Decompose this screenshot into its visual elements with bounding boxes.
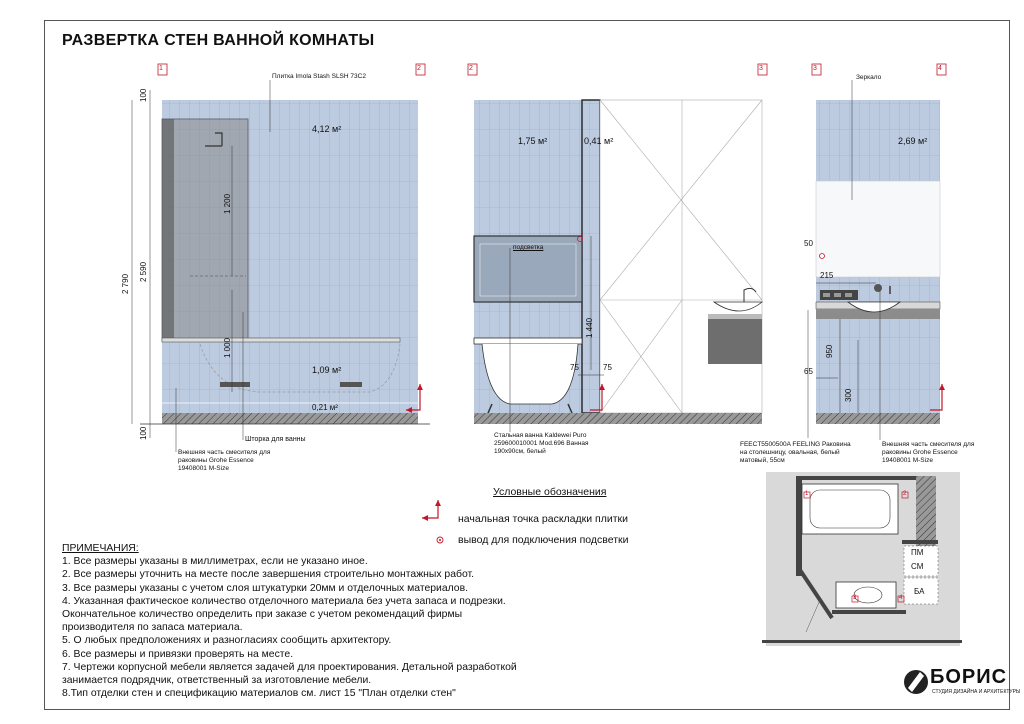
e1-callout-mixer-line-3: 19408001 M-Size: [178, 465, 229, 473]
e1-callout-mixer-line-2: раковины Grohe Essence: [178, 457, 254, 465]
e2-callout-bath-line-2: 259600010001 Mod.696 Ванная: [494, 440, 589, 448]
logo-name: БОРИС: [930, 666, 1008, 688]
e1-axis-left: 1: [159, 65, 163, 72]
e1-dim-top: 100: [139, 88, 148, 102]
plan-axis-1: 1: [805, 491, 809, 497]
plan-axis-4: 4: [899, 595, 903, 601]
e1-area-floor: 0,21 м²: [312, 403, 338, 412]
legend-item-tile-start: начальная точка раскладки плитки: [458, 513, 628, 525]
e3-floor: [816, 413, 940, 424]
e2-floor: [474, 413, 762, 424]
note-line: 3. Все размеры указаны с учетом слоя штукатурки 20мм и отделочных материалов.: [62, 582, 468, 594]
logo-mark-icon: [904, 670, 928, 694]
e3-callout-sink: [740, 441, 851, 465]
e2-vanity-cabinet: [708, 318, 762, 364]
e1-area-main: 4,12 м²: [312, 124, 342, 134]
note-line: производителя по запаса материала.: [62, 622, 243, 634]
e2-callout-bath-line-1: Стальная ванна Kaldewei Puro: [494, 432, 587, 439]
e3-callout-mixer-line-2: раковины Grohe Essence: [882, 449, 958, 457]
note-line: 1. Все размеры указаны в миллиметрах, если не указано иное.: [62, 556, 368, 568]
e2-label-light: подсветка: [513, 244, 544, 251]
e3-dim-215: 215: [820, 271, 834, 280]
floor-plan: [762, 472, 962, 646]
e1-dim-bottom: 100: [139, 426, 148, 440]
note-line: занимается подрядчик, ответственный за изготовление мебели.: [62, 675, 372, 687]
e3-axis-right: 4: [938, 65, 942, 72]
e3-dim-950: 950: [825, 344, 834, 358]
e3-callout-sink-line-2: на столешницу, овальная, белый: [740, 449, 840, 457]
plan-vanity: [836, 582, 896, 608]
e2-dim-right: 75: [603, 363, 612, 372]
note-line: 4. Указанная фактическое количество отделочного материала без учета запаса и подрезки.: [62, 595, 506, 607]
e3-callout-sink-line-1: FEECT5500500A FEELING Раковина: [740, 441, 851, 448]
note-line: 8.Тип отделки стен и спецификацию материалов см. лист 15 "План отделки стен": [62, 688, 456, 700]
e2-dim-height: 1 440: [585, 317, 594, 338]
e3-callout-mixer: [882, 441, 974, 465]
elevation-1: [132, 64, 430, 452]
e1-floor: [162, 413, 418, 424]
elevation-3: [808, 64, 946, 440]
e3-callout-mixer-line-3: 19408001 M-Size: [882, 457, 933, 465]
logo-tagline: СТУДИЯ ДИЗАЙНА И АРХИТЕКТУРЫ: [932, 689, 1021, 695]
e2-area-narrow: 0,41 м²: [584, 136, 614, 146]
plan-room-sm: СМ: [911, 562, 924, 571]
e2-dim-left: 75: [570, 363, 579, 372]
e2-axis-right: 3: [759, 65, 763, 72]
note-line: 7. Чертежи корпусной мебели является задачей для проектирования. Детальной разработкой: [62, 661, 517, 673]
tile-start-icon: [422, 500, 438, 518]
note-line: 2. Все размеры уточнить на месте после завершения строительно монтажных работ.: [62, 569, 474, 581]
e3-mirror: [816, 181, 940, 277]
e3-dim-65: 65: [804, 367, 813, 376]
legend-symbols: [422, 500, 443, 543]
e1-callout-mixer-line-1: Внешняя часть смесителя для: [178, 449, 271, 456]
e2-area-main: 1,75 м²: [518, 136, 548, 146]
e3-axis-left: 3: [813, 65, 817, 72]
e1-mixer: [220, 382, 250, 387]
e1-shower-curtain: [162, 119, 248, 341]
plan-axis-3: 3: [853, 595, 857, 601]
e1-dim-total: 2 790: [121, 273, 130, 294]
notes-block: [62, 542, 517, 700]
e3-area-main: 2,69 м²: [898, 136, 928, 146]
e3-mixer: [874, 284, 882, 292]
e3-dim-300: 300: [844, 388, 853, 402]
e1-dim-shower: 1 200: [223, 193, 232, 214]
e2-axis-left: 2: [469, 65, 473, 72]
legend-item-light-outlet: вывод для подключения подсветки: [458, 534, 629, 546]
e1-dim-wall: 2 590: [139, 261, 148, 282]
e1-callout-curtain: Шторка для ванны: [245, 436, 306, 443]
e2-callout-bath-line-3: 190х90см, белый: [494, 448, 546, 456]
e3-callout-mixer-line-1: Внешняя часть смесителя для: [882, 441, 975, 448]
note-line: 5. О любых предположениях и разногласиях сообщить архитектору.: [62, 635, 392, 647]
e1-area-bath: 1,09 м²: [312, 365, 342, 375]
e3-callout-sink-line-3: матовый, 55см: [740, 457, 785, 465]
e2-bathtub: [482, 344, 578, 404]
plan-axis-2: 2: [903, 491, 907, 497]
plan-bathtub: [802, 484, 898, 534]
e3-dim-50: 50: [804, 239, 813, 248]
plan-room-pm: ПМ: [911, 548, 924, 557]
page-title: РАЗВЕРТКА СТЕН ВАННОЙ КОМНАТЫ: [62, 32, 375, 49]
e1-axis-right: 2: [417, 65, 421, 72]
e1-callout-mixer: [178, 449, 270, 473]
e3-label-mirror: Зеркало: [856, 74, 882, 81]
e1-tile-label: Плитка Imola Stash SLSH 73C2: [272, 73, 366, 80]
legend-title: Условные обозначения: [493, 486, 607, 498]
note-line: Окончательное количество определить при заказе с учетом рекомендаций фирмы: [62, 609, 463, 621]
notes-heading: ПРИМЕЧАНИЯ:: [62, 543, 139, 554]
e1-dim-mixer: 1 000: [223, 337, 232, 358]
plan-room-ba: БА: [914, 587, 925, 596]
note-line: 6. Все размеры и привязки проверять на месте.: [62, 648, 294, 660]
e2-callout-bath: [494, 432, 589, 456]
